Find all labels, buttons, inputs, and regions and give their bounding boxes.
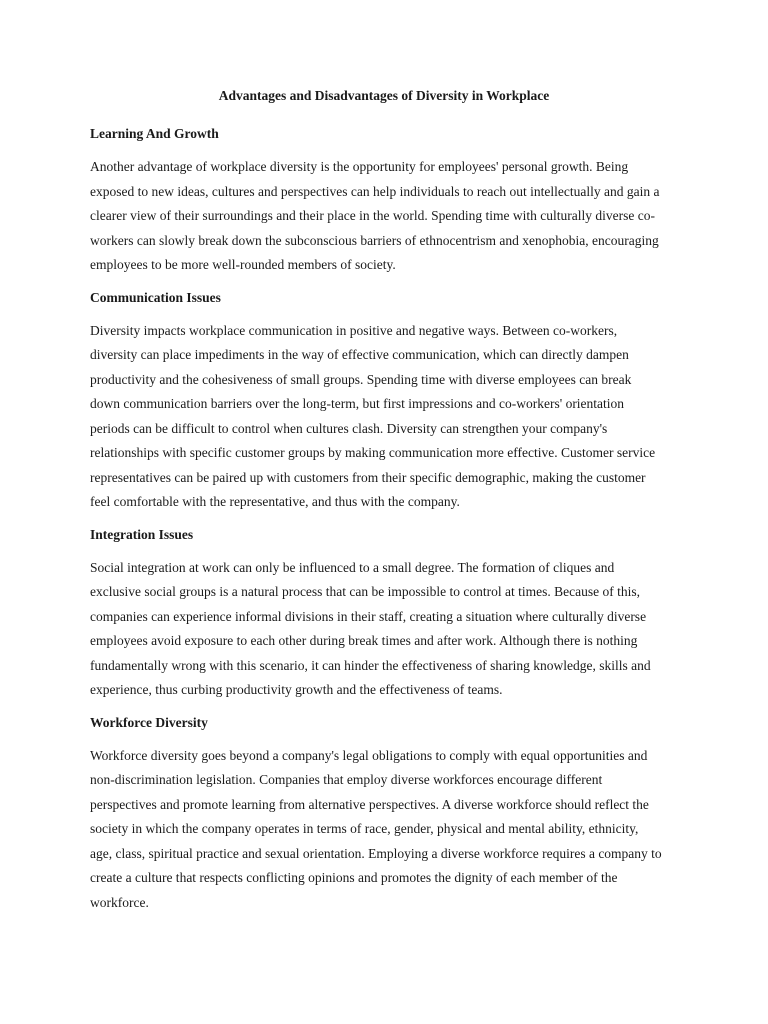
paragraph-line: Another advantage of workplace diversity is the opportunity for employees' personal growth. Being xyxy=(90,159,629,174)
section-workforce-diversity xyxy=(90,713,678,916)
paragraph-line: feel comfortable with the representative, and thus with the company. xyxy=(90,494,460,509)
paragraph-line: down communication barriers over the long-term, but first impressions and co-workers' orientation xyxy=(90,396,625,411)
paragraph-line: exclusive social groups is a natural process that can be impossible to control at times. Because of this, xyxy=(90,584,640,599)
paragraph-line: age, class, spiritual practice and sexual orientation. Employing a diverse workforce requires a company to xyxy=(90,845,662,861)
paragraph-line: create a culture that respects conflicting opinions and promotes the dignity of each member of the xyxy=(90,870,618,885)
paragraph-line: representatives can be paired up with customers from their specific demographic, making the customer xyxy=(90,469,646,485)
paragraph-line: non-discrimination legislation. Companies that employ diverse workforces encourage different xyxy=(90,772,603,787)
document-page xyxy=(90,86,678,925)
document-title: Advantages and Disadvantages of Diversity in Workplace xyxy=(218,88,550,103)
paragraph-line: fundamentally wrong with this scenario, it can hinder the effectiveness of sharing knowledge, skills and xyxy=(90,657,651,673)
paragraph-line: workers can slowly break down the subconscious barriers of ethnocentrism and xenophobia, encouraging xyxy=(90,232,659,248)
paragraph-line: relationships with specific customer groups by making communication more effective. Customer service xyxy=(90,445,656,460)
paragraph-line: periods can be difficult to control when cultures clash. Diversity can strengthen your company's xyxy=(90,420,608,436)
paragraph-line: Social integration at work can only be influenced to a small degree. The formation of cliques and xyxy=(90,559,615,575)
section-paragraph xyxy=(90,556,678,703)
paragraph-line: Workforce diversity goes beyond a company's legal obligations to comply with equal opportunities and xyxy=(90,747,648,763)
paragraph-line: diversity can place impediments in the way of effective communication, which can directly dampen xyxy=(90,347,629,362)
paragraph-line: workforce. xyxy=(90,894,149,910)
section-integration-issues xyxy=(90,525,678,703)
section-communication-issues xyxy=(90,288,678,515)
paragraph-line: employees avoid exposure to each other during break times and after work. Although there is nothing xyxy=(90,633,638,648)
section-paragraph xyxy=(90,319,678,515)
paragraph-line: companies can experience informal divisions in their staff, creating a situation where culturally diverse xyxy=(90,608,647,624)
section-heading: Workforce Diversity xyxy=(90,714,208,730)
section-heading: Integration Issues xyxy=(90,526,194,542)
section-heading: Communication Issues xyxy=(90,289,221,305)
section-learning-and-growth xyxy=(90,124,678,278)
paragraph-line: clearer view of their surroundings and their place in the world. Spending time with culturally diverse co- xyxy=(90,208,655,223)
section-paragraph xyxy=(90,155,678,278)
paragraph-line: perspectives and promote learning from alternative perspectives. A diverse workforce should reflect the xyxy=(90,796,649,812)
paragraph-line: employees to be more well-rounded members of society. xyxy=(90,257,396,272)
paragraph-line: experience, thus curbing productivity growth and the effectiveness of teams. xyxy=(90,682,503,697)
paragraph-line: exposed to new ideas, cultures and perspectives can help individuals to reach out intellectually and gain a xyxy=(90,183,660,199)
paragraph-line: society in which the company operates in terms of race, gender, physical and mental ability, ethnicity, xyxy=(90,821,639,836)
section-paragraph xyxy=(90,744,678,916)
paragraph-line: productivity and the cohesiveness of small groups. Spending time with diverse employees can break xyxy=(90,371,632,387)
paragraph-line: Diversity impacts workplace communication in positive and negative ways. Between co-workers, xyxy=(90,322,618,338)
section-heading: Learning And Growth xyxy=(90,126,219,141)
